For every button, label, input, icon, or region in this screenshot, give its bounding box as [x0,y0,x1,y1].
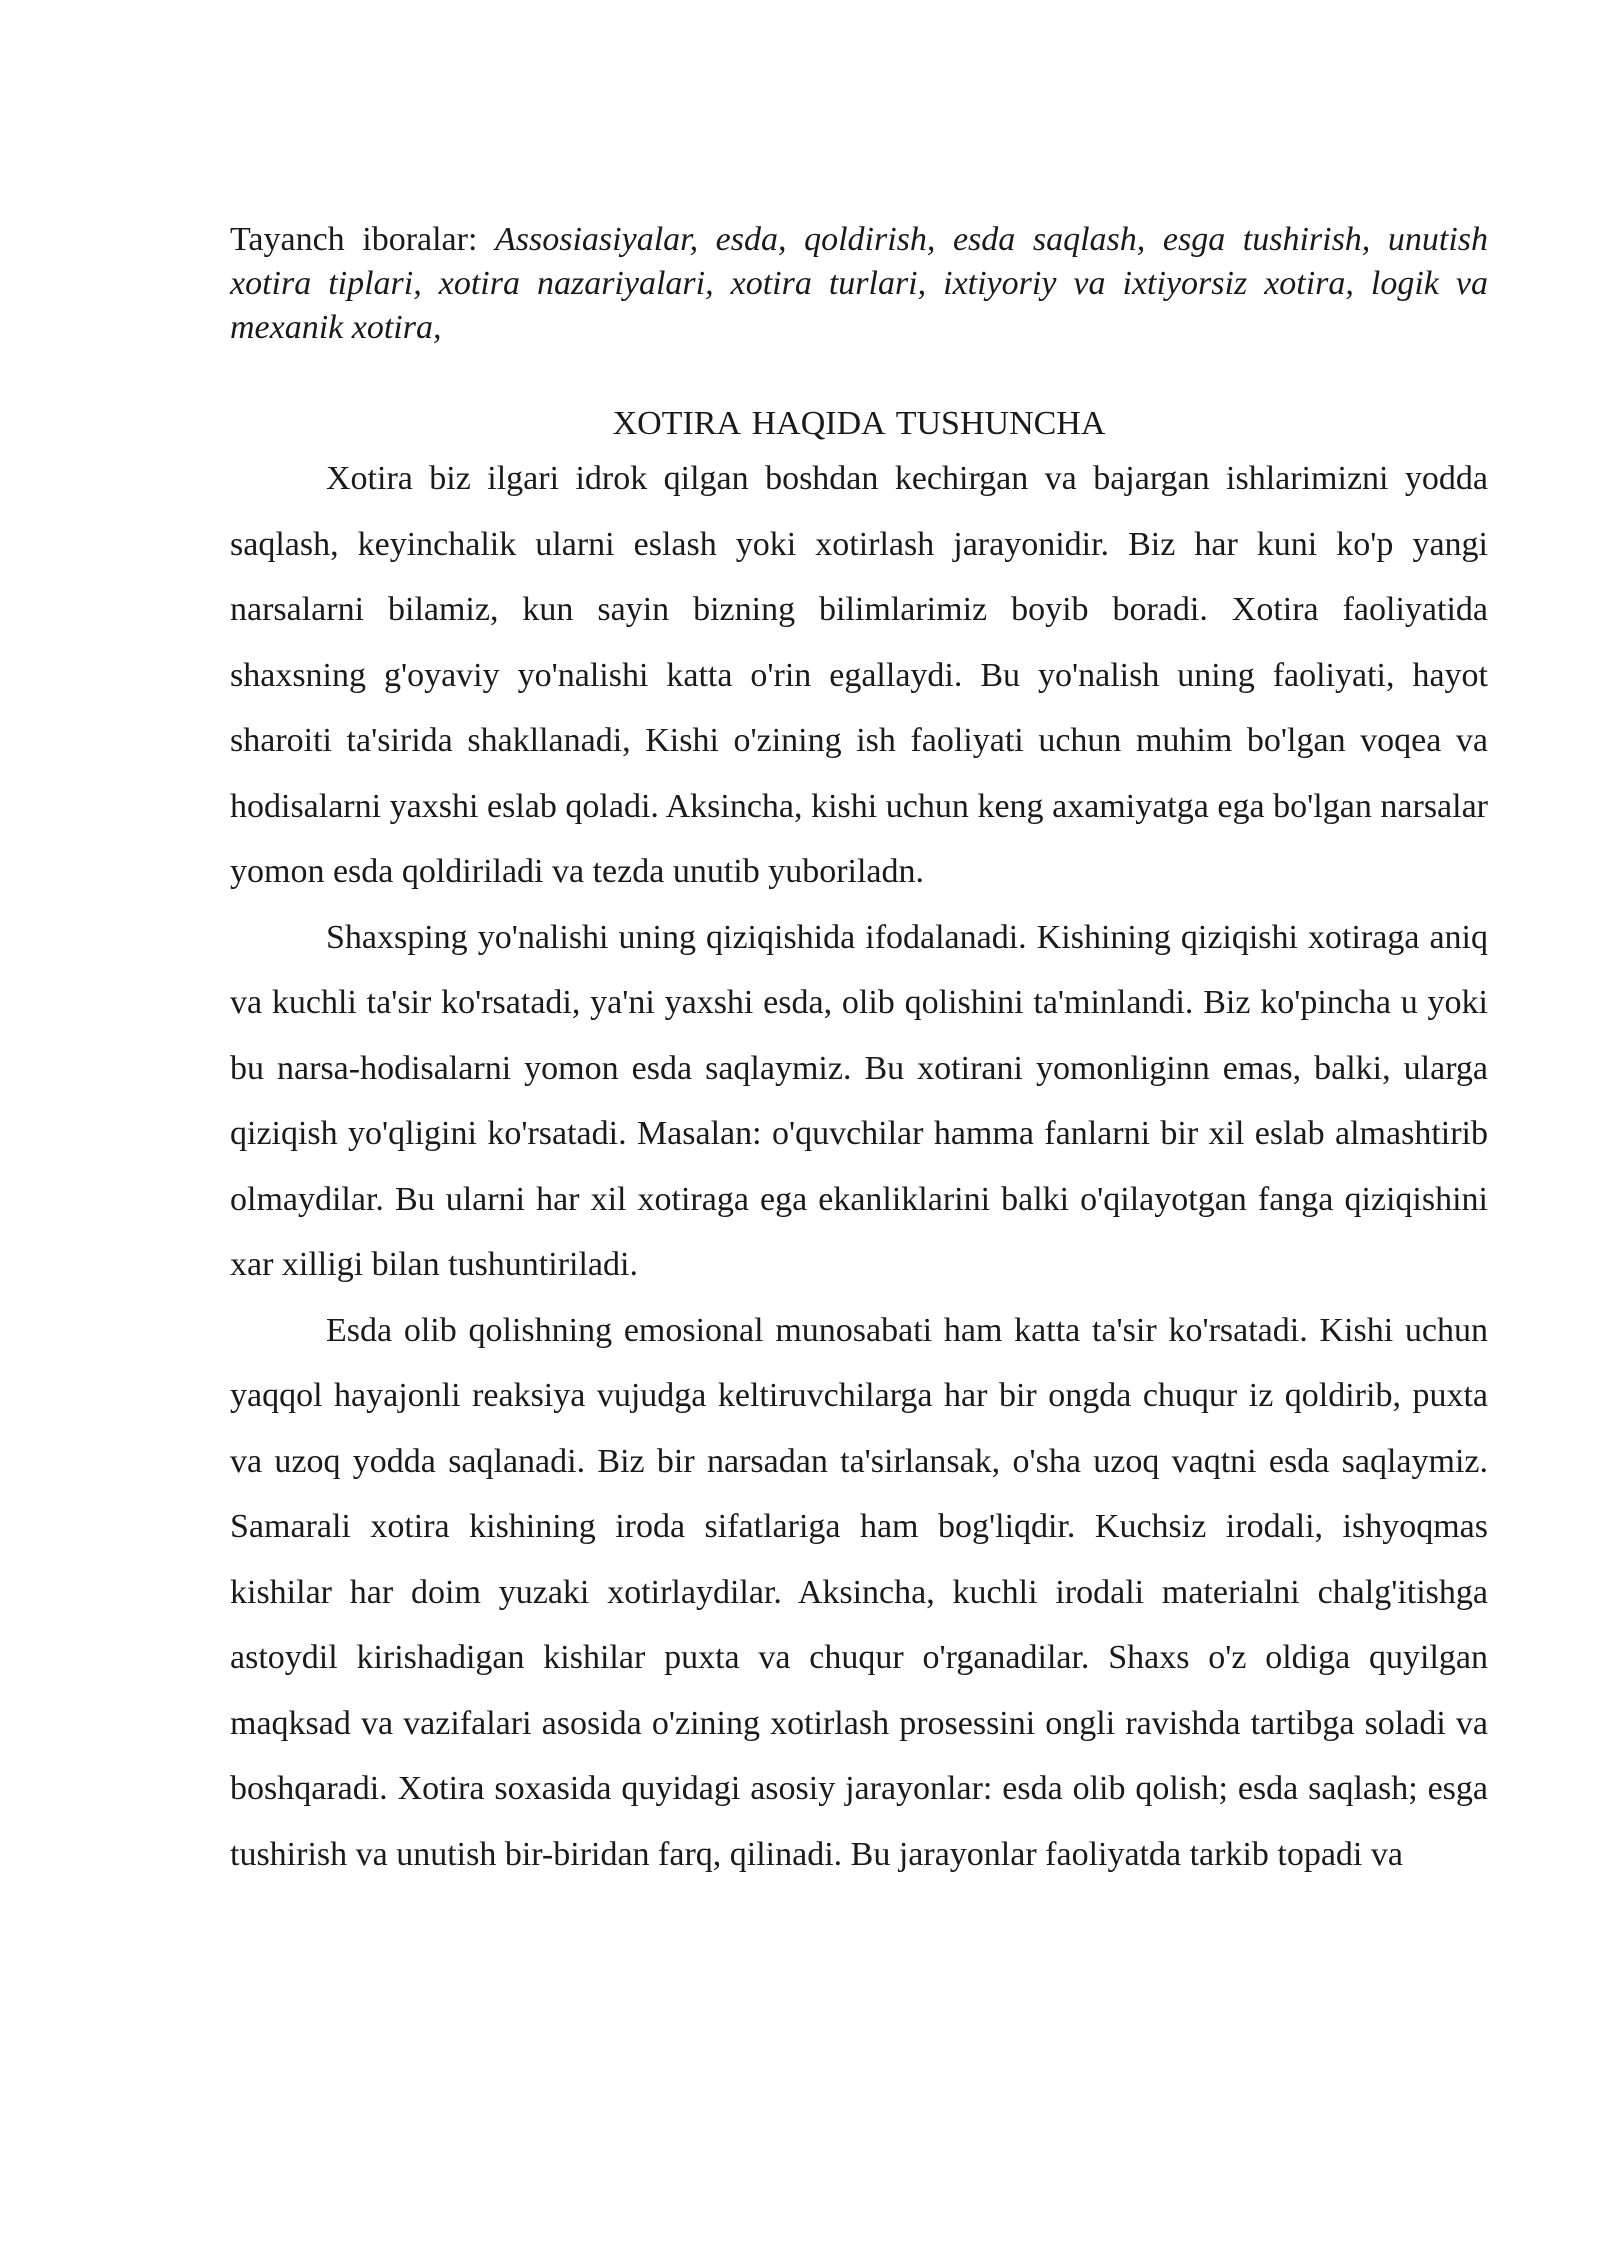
paragraph-1: Xotira biz ilgari idrok qilgan boshdan kechirgan va bajargan ishlarimizni yodda saqlash, keyinchalik ularni eslash yoki xotirlash jarayonidir. Biz har kuni ko'p yangi narsalarni bilamiz, kun sayin bizning bilimlarimiz boyib boradi. Xotira faoliyatida shaxsning g'oyaviy yo'nalishi katta o'rin egallaydi. Bu yo'nalish uning faoliyati, hayot sharoiti ta'sirida shakllanadi, Kishi o'zining ish faoliyati uchun muhim bo'lgan voqea va hodisalarni yaxshi eslab qoladi. Aksincha, kishi uchun keng axamiyatga ega bo'lgan narsalar yomon esda qoldiriladi va tezda unutib yuboriladn. [230,460,1488,890]
keywords-label: Tayanch iboralar: [230,221,478,258]
paragraph-2: Shaxsping yo'nalishi uning qiziqishida ifodalanadi. Kishining qiziqishi xotiraga aniq va kuchli ta'sir ko'rsatadi, ya'ni yaxshi esda, olib qolishini ta'minlandi. Biz ko'pincha u yoki bu narsa-hodisalarni yomon esda saqlaymiz. Bu xotirani yomonliginn emas, balki, ularga qiziqish yo'qligini ko'rsatadi. Masalan: o'quvchilar hamma fanlarni bir xil eslab almashtirib olmaydilar. Bu ularni har xil xotiraga ega ekanliklarini balki o'qilayotgan fanga qiziqishini xar xilligi bilan tushuntiriladi. [230,918,1488,1283]
keywords-block [230,218,1488,350]
section-heading: XOTIRA HAQIDA TUSHUNCHA [612,405,1106,442]
document-page [230,218,1488,1887]
paragraph-3: Esda olib qolishning emosional munosabati ham katta ta'sir ko'rsatadi. Kishi uchun yaqqol hayajonli reaksiya vujudga keltiruvchilarga har bir ongda chuqur iz qoldirib, puxta va uzoq yodda saqlanadi. Biz bir narsadan ta'sirlansak, o'sha uzoq vaqtni esda saqlaymiz. Samarali xotira kishining iroda sifatlariga ham bog'liqdir. Kuchsiz irodali, ishyoqmas kishilar har doim yuzaki xotirlaydilar. Aksincha, kuchli irodali materialni chalg'itishga astoydil kirishadigan kishilar puxta va chuqur o'rganadilar. Shaxs o'z oldiga quyilgan maqksad va vazifalari asosida o'zining xotirlash prosessini ongli ravishda tartibga soladi va boshqaradi. Xotira soxasida quyidagi asosiy jarayonlar: esda olib qolish; esda saqlash; esga tushirish va unutish bir-biridan farq, qilinadi. Bu jarayonlar faoliyatda tarkib topadi va [230,1311,1488,1873]
keywords-list: Assosiasiyalar, esda, qoldirish, esda saqlash, esga tushirish, unutish xotira tiplari, xotira nazariyalari, xotira turlari, ixtiyoriy va ixtiyorsiz xotira, logik va mexanik xotira, [230,221,1489,346]
